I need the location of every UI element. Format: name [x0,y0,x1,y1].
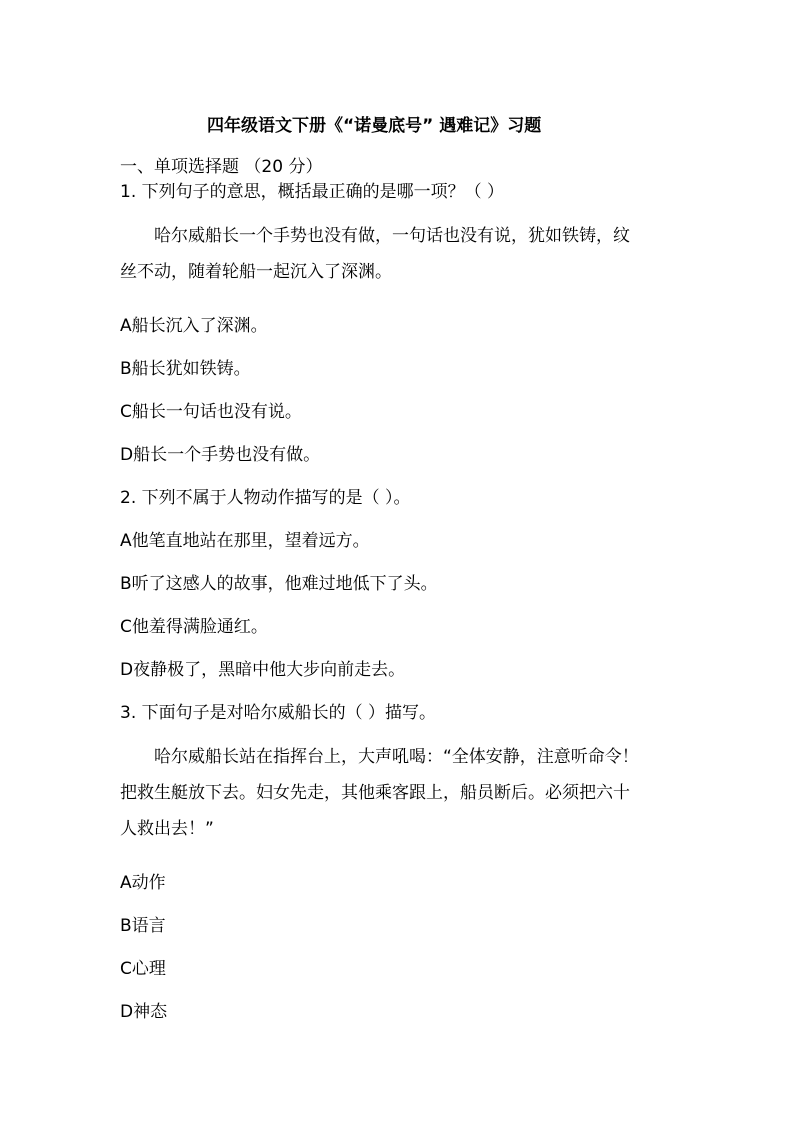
question-1-option-a: A船长沉入了深渊。 [120,316,268,336]
question-3-option-b: B语言 [120,916,166,936]
question-2-option-d: D夜静极了，黑暗中他大步向前走去。 [120,660,406,680]
question-2-option-b: B听了这感人的故事，他难过地低下了头。 [120,574,438,594]
question-1-option-b: B船长犹如铁铸。 [120,359,251,379]
question-3-option-d: D神态 [120,1002,168,1022]
question-2-option-a: A他笔直地站在那里，望着远方。 [120,531,370,551]
question-3-passage-line-1: 哈尔威船长站在指挥台上，大声吼喝：“全体安静，注意听命令！ [154,747,639,767]
question-1-option-c: C船长一句话也没有说。 [120,402,302,422]
question-2-stem: 2. 下列不属于人物动作描写的是（ ）。 [120,488,411,508]
document-title: 四年级语文下册《“诺曼底号” 遇难记》习题 [207,116,542,136]
question-1-passage-line-2: 丝不动，随着轮船一起沉入了深渊。 [120,262,392,282]
question-3-option-c: C心理 [120,959,166,979]
question-3-option-a: A动作 [120,873,166,893]
question-3-stem: 3. 下面句子是对哈尔威船长的（ ）描写。 [120,703,437,723]
question-2-option-c: C他羞得满脸通红。 [120,617,268,637]
question-1-option-d: D船长一个手势也没有做。 [120,445,321,465]
question-3-passage-line-2: 把救生艇放下去。妇女先走，其他乘客跟上，船员断后。必须把六十 [120,783,630,803]
section-heading: 一、单项选择题 （20 分） [120,157,323,177]
question-1-passage-line-1: 哈尔威船长一个手势也没有做，一句话也没有说，犹如铁铸，纹 [154,226,630,246]
question-1-stem: 1. 下列句子的意思，概括最正确的是哪一项？（ ） [120,182,505,202]
question-3-passage-line-3: 人救出去！” [120,819,214,839]
